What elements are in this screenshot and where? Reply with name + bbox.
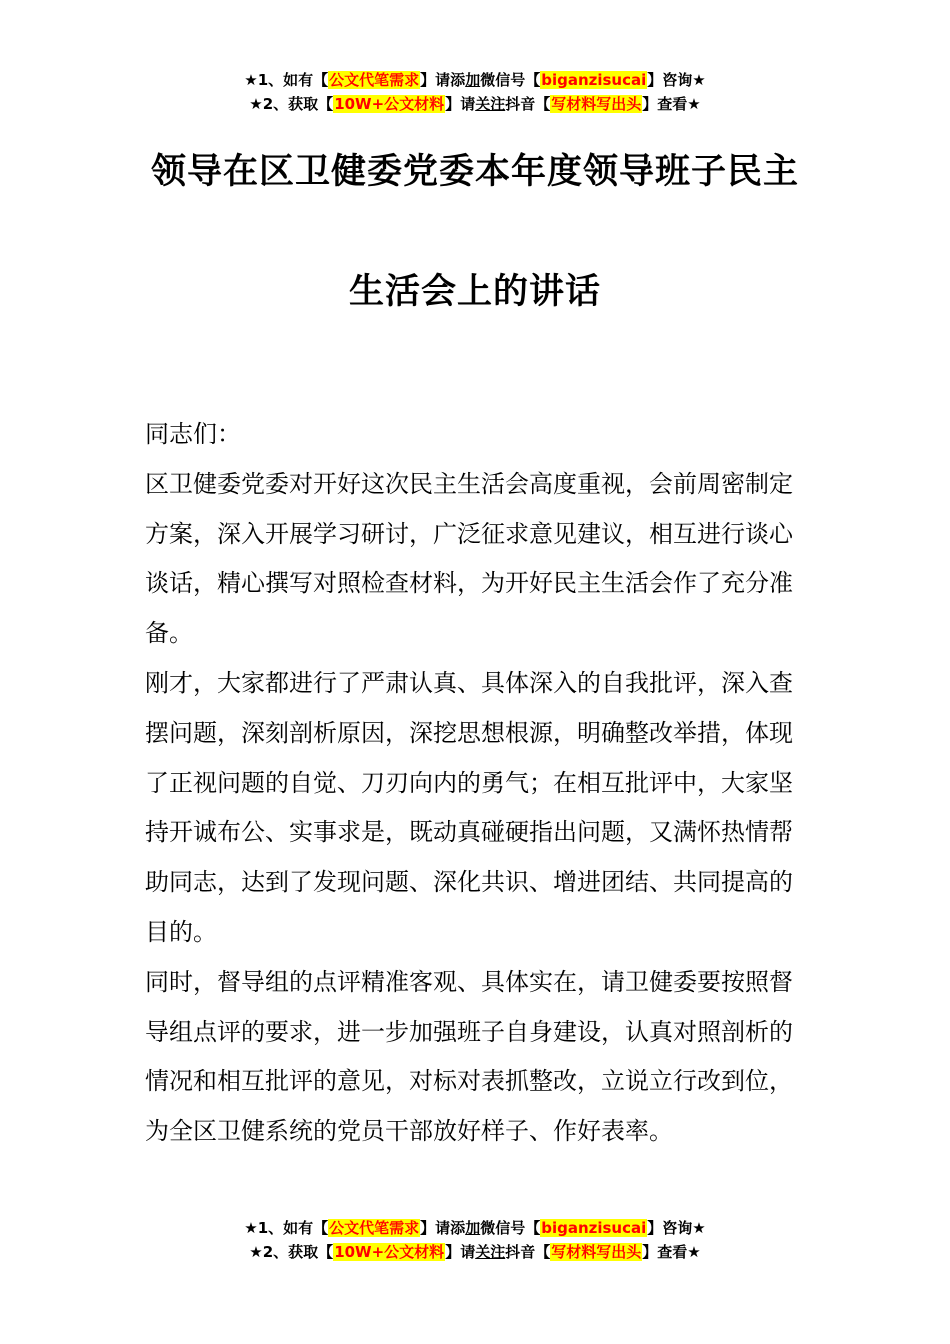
paragraph-3: 同时，督导组的点评精准客观、具体实在，请卫健委要按照督导组点评的要求，进一步加强班子自身建设，认真对照剖析的情况和相互批评的意见，对标对表抓整改，立说立行改到位，为全区卫健系统的党员干部放好样子、作好表率。 [145, 967, 793, 1146]
promo-text: 关注 [475, 95, 506, 113]
footer-promo-banner [0, 1216, 950, 1264]
promo-text: 抖音【 [505, 1243, 551, 1261]
promo-text: 】请 [445, 95, 476, 113]
promo-douyin-id: 写材料写出头 [551, 95, 642, 113]
promo-text: 】查看★ [642, 1243, 701, 1261]
promo-text: 】查看★ [642, 95, 701, 113]
promo-text: 】请添 [420, 1219, 466, 1237]
promo-text: 加 [465, 1219, 481, 1237]
promo-line-1 [0, 68, 950, 92]
document-body [145, 410, 810, 1157]
promo-highlight: 公文代笔需求 [329, 71, 420, 89]
promo-wechat-id: biganzisucai [541, 71, 647, 89]
promo-text: 抖音【 [505, 95, 551, 113]
promo-text: 微信号【 [480, 1219, 541, 1237]
promo-highlight: 公文代笔需求 [329, 1219, 420, 1237]
promo-text: ★1、如有【 [244, 1219, 329, 1237]
promo-text: 关注 [475, 1243, 506, 1261]
promo-text: ★2、获取【 [249, 95, 334, 113]
document-title-line-1: 领导在区卫健委党委本年度领导班子民主 [150, 152, 799, 192]
promo-text: 】咨询★ [647, 1219, 706, 1237]
promo-text: ★1、如有【 [244, 71, 329, 89]
promo-text: ★2、获取【 [249, 1243, 334, 1261]
promo-douyin-id: 写材料写出头 [551, 1243, 642, 1261]
document-title-line-2: 生活会上的讲话 [348, 272, 601, 312]
promo-line-1 [0, 1216, 950, 1240]
promo-line-2 [0, 1240, 950, 1264]
paragraph-1: 区卫健委党委对开好这次民主生活会高度重视，会前周密制定方案，深入开展学习研讨，广泛征求意见建议，相互进行谈心谈话，精心撰写对照检查材料，为开好民主生活会作了充分准备。 [145, 469, 793, 648]
promo-wechat-id: biganzisucai [541, 1219, 647, 1237]
promo-highlight: 10W+公文材料 [334, 95, 445, 113]
salutation: 同志们： [145, 420, 241, 448]
promo-line-2 [0, 92, 950, 116]
promo-text: 】请添 [420, 71, 466, 89]
promo-text: 】请 [445, 1243, 476, 1261]
promo-text: 微信号【 [480, 71, 541, 89]
header-promo-banner [0, 68, 950, 116]
promo-text: 】咨询★ [647, 71, 706, 89]
paragraph-2: 刚才，大家都进行了严肃认真、具体深入的自我批评，深入查摆问题，深刻剖析原因，深挖思想根源，明确整改举措，体现了正视问题的自觉、刀刃向内的勇气；在相互批评中，大家坚持开诚布公、实事求是，既动真碰硬指出问题，又满怀热情帮助同志，达到了发现问题、深化共识、增进团结、共同提高的目的。 [145, 668, 793, 946]
promo-highlight: 10W+公文材料 [334, 1243, 445, 1261]
promo-text: 加 [465, 71, 481, 89]
